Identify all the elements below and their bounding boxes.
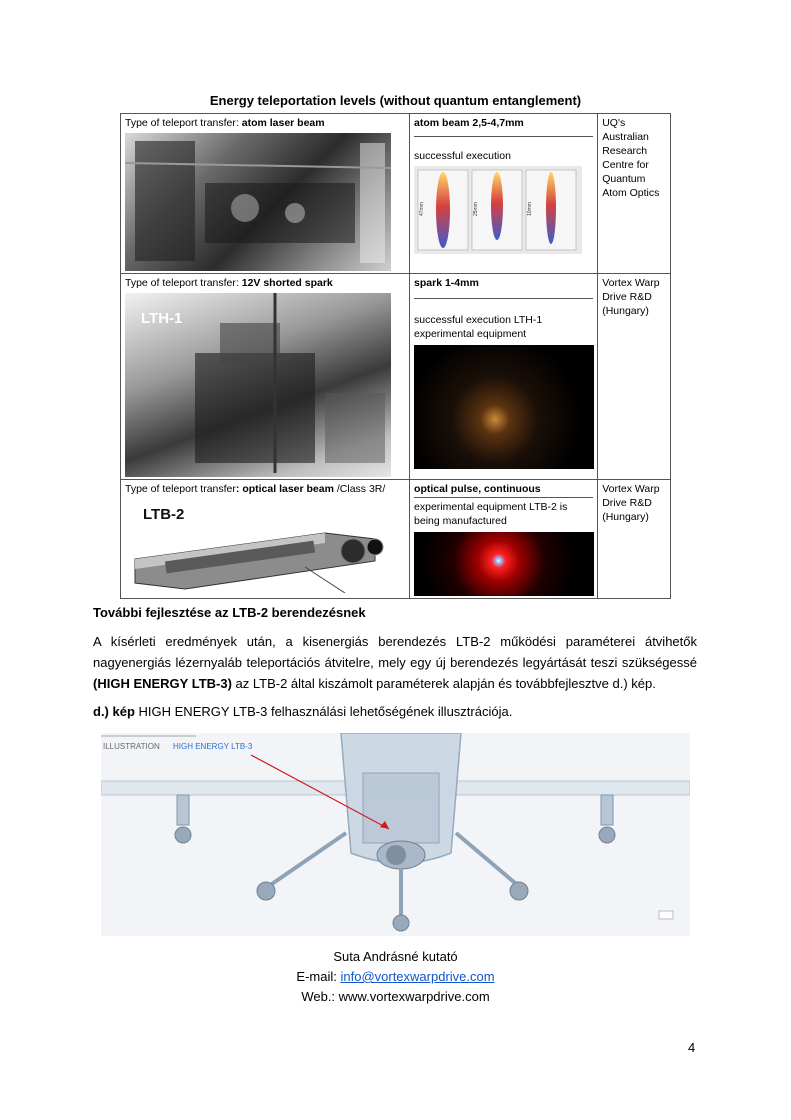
result-note: successful execution: [414, 150, 511, 162]
result-cell: [410, 274, 598, 480]
device-label: LTH-1: [141, 310, 183, 327]
transfer-type-value: : optical laser beam: [235, 483, 334, 495]
spark-photo: [414, 345, 594, 469]
plot-label: 25mm: [473, 202, 480, 216]
email-line: [0, 967, 791, 987]
ltb2-device-render: [125, 499, 391, 593]
transfer-type-cell: [121, 114, 410, 274]
drone-illustration-image: [101, 733, 690, 936]
transfer-type-suffix: /Class 3R/: [333, 483, 386, 495]
transfer-type-prefix: Type of teleport transfer:: [125, 117, 242, 129]
drone-illustration: [101, 733, 690, 936]
result-title: optical pulse, continuous: [414, 483, 541, 495]
lab-equipment-image: [125, 133, 391, 271]
author-name: Suta Andrásné kutató: [333, 949, 458, 964]
email-label: E-mail:: [296, 969, 341, 984]
result-cell: [410, 114, 598, 274]
table-row: [121, 480, 671, 599]
illustration-highlight: HIGH ENERGY LTB-3: [173, 742, 253, 751]
source-cell: UQ's Australian Research Centre for Quantum Atom Optics: [598, 114, 671, 274]
transfer-type-prefix: Type of teleport transfer: [125, 483, 236, 495]
body-paragraph: [93, 631, 697, 694]
device-label: LTB-2: [143, 506, 185, 523]
result-title: atom beam 2,5-4,7mm: [414, 117, 524, 129]
transfer-type-prefix: Type of teleport transfer:: [125, 277, 242, 289]
result-title: spark 1-4mm: [414, 277, 479, 289]
transfer-type-cell: [121, 480, 410, 599]
result-cell: [410, 480, 598, 599]
para-bold-text: (HIGH ENERGY LTB-3): [93, 676, 232, 691]
teleportation-levels-table: [120, 113, 671, 599]
lth1-equipment-image: [125, 293, 391, 477]
website-text: Web.: www.vortexwarpdrive.com: [301, 989, 490, 1004]
source-cell: Vortex Warp Drive R&D (Hungary): [598, 480, 671, 599]
ltb2-device-image: [125, 499, 391, 593]
section-heading: További fejlesztése az LTB-2 berendezésnek: [93, 605, 366, 620]
result-note: successful execution LTH-1 experimental equipment: [414, 314, 543, 340]
table-title: Energy teleportation levels (without quantum entanglement): [209, 93, 582, 108]
table-row: [121, 114, 671, 274]
illustration-label: ILLUSTRATION: [103, 742, 160, 751]
atom-laser-lab-photo: [125, 133, 391, 271]
table-row: [121, 274, 671, 480]
figure-caption: [93, 704, 512, 719]
transfer-type-value: 12V shorted spark: [241, 277, 333, 289]
plot-label: 47mm: [419, 202, 426, 216]
plot-label: 10mm: [527, 202, 534, 216]
laser-pulse-photo: [414, 532, 594, 596]
transfer-type-cell: [121, 274, 410, 480]
atom-beam-density-image: [414, 166, 582, 254]
source-cell: Vortex Warp Drive R&D (Hungary): [598, 274, 671, 480]
caption-text: HIGH ENERGY LTB-3 felhasználási lehetőségének illusztrációja.: [134, 704, 513, 719]
contact-block: [0, 947, 791, 1007]
transfer-type-value: atom laser beam: [241, 117, 325, 129]
result-note: experimental equipment LTB-2 is being manufactured: [414, 501, 568, 527]
lth1-equipment-photo: [125, 293, 391, 477]
para-text: A kísérleti eredmények után, a kisenergiás berendezés LTB-2 működési paraméterei átvihetők nagyenergiás lézernyaláb teleportációs átvitelre, mely egy új berendezés legyártását teszi szükségessé: [93, 634, 697, 670]
caption-label: d.) kép: [93, 704, 135, 719]
email-link[interactable]: info@vortexwarpdrive.com: [340, 969, 495, 984]
page-number: 4: [688, 1040, 696, 1055]
para-text: az LTB-2 által kiszámolt paraméterek alapján és továbbfejlesztve d.) kép.: [231, 676, 656, 691]
atom-beam-plots: [414, 166, 582, 254]
